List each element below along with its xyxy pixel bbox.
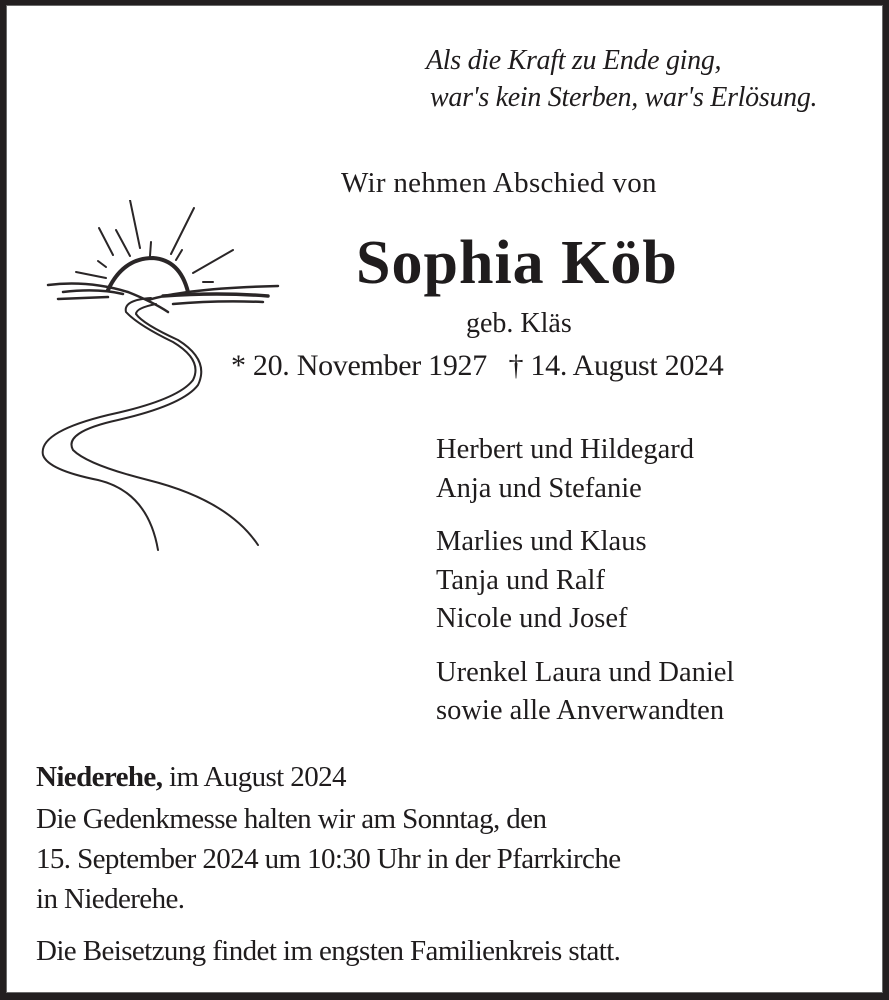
- life-dates: [231, 349, 723, 383]
- death-date: † 14. August 2024: [508, 349, 724, 382]
- mourner-line: Nicole und Josef: [436, 603, 628, 634]
- mourner-line: Tanja und Ralf: [436, 564, 605, 596]
- deceased-name: Sophia Köb: [356, 229, 678, 297]
- mourner-line: Anja und Stefanie: [436, 472, 642, 504]
- memorial-mass-info: [36, 799, 621, 919]
- place-date-line: [36, 757, 621, 797]
- footer-text: [36, 757, 621, 971]
- mass-line-3: in Niederehe.: [36, 883, 185, 915]
- notice-date: im August 2024: [162, 761, 346, 793]
- mourner-line: sowie alle Anverwandten: [436, 695, 725, 726]
- obituary-notice: [6, 5, 883, 993]
- intro-text: Wir nehmen Abschied von: [341, 167, 657, 199]
- motto-quote: [426, 42, 817, 116]
- burial-info: Die Beisetzung findet im engsten Familienkreis statt.: [36, 935, 621, 967]
- mass-line-2: 15. September 2024 um 10:30 Uhr in der Pfarrkirche: [36, 843, 621, 875]
- mass-line-1: Die Gedenkmesse halten wir am Sonntag, den: [36, 803, 547, 835]
- motto-line-1: Als die Kraft zu Ende ging,: [426, 45, 722, 76]
- mourner-line: Herbert und Hildegard: [436, 434, 694, 465]
- mourners-list: [436, 431, 734, 746]
- mourner-line: Urenkel Laura und Daniel: [436, 656, 735, 688]
- motto-line-2: war's kein Sterben, war's Erlösung.: [430, 82, 818, 113]
- place-name: Niederehe,: [36, 761, 163, 793]
- mourner-group: [436, 523, 734, 639]
- mourner-group: [436, 431, 734, 508]
- maiden-name: geb. Kläs: [466, 308, 572, 339]
- birth-date: * 20. November 1927: [231, 349, 487, 382]
- mourner-line: Marlies und Klaus: [436, 526, 647, 557]
- mourner-group: [436, 654, 734, 731]
